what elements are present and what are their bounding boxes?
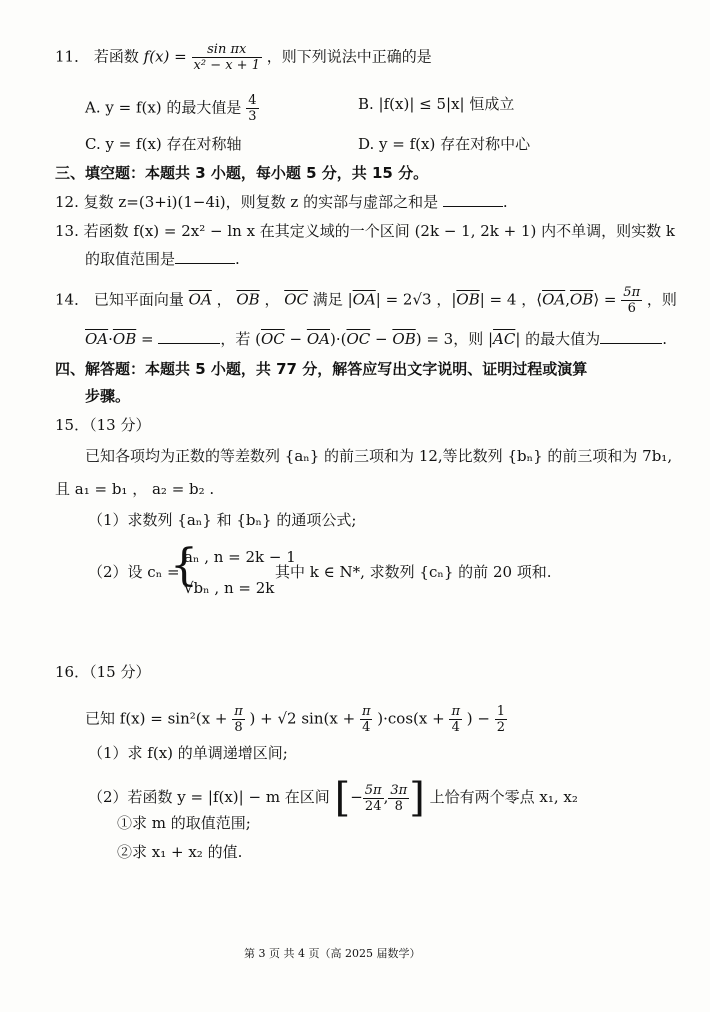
q14-answer-blank-1 bbox=[158, 329, 220, 344]
q14-angle-fraction bbox=[621, 285, 642, 316]
q14-text-2d: ) = 3，则 | bbox=[415, 330, 494, 348]
q15-line2: 且 a₁ = b₁ ， a₂ = b₂ . bbox=[55, 480, 215, 498]
q12-text: 复数 z=(3+i)(1−4i)，则复数 z 的实部与虚部之和是 bbox=[83, 193, 439, 211]
q16-int-a bbox=[363, 783, 384, 814]
section-4-heading-line1: 四、解答题：本题共 5 小题，共 77 分，解答应写出文字说明、证明过程或演算 bbox=[55, 360, 588, 378]
q16-pi-num-3: π bbox=[451, 704, 460, 719]
q13-number: 13. bbox=[55, 222, 79, 240]
section-3-heading: 三、填空题：本题共 3 小题，每小题 5 分，共 15 分。 bbox=[55, 164, 429, 182]
q16-one-num: 1 bbox=[496, 704, 506, 719]
vector-ob-2: $\overline{OB}$ bbox=[392, 330, 416, 348]
q11-number: 11． bbox=[55, 47, 90, 66]
q15-part2-pre: （2）设 cₙ = bbox=[88, 563, 180, 581]
q14-text-2b: ，若 ( bbox=[220, 330, 261, 348]
q16-int-a-sign: − bbox=[350, 788, 363, 806]
vector-oa-dot: $\overline{OA}$ bbox=[85, 330, 109, 348]
q12-answer-blank bbox=[443, 192, 503, 207]
q15-part2-post: 其中 k ∈ N*, 求数列 {cₙ} 的前 20 项和. bbox=[275, 563, 552, 581]
q14-dot: · bbox=[108, 330, 113, 348]
q14-text-2e: | 的最大值为 bbox=[515, 330, 601, 348]
q12-number: 12. bbox=[55, 193, 79, 211]
vector-ac: $\overline{AC}$ bbox=[493, 330, 516, 348]
q13-text2: 的取值范围是 bbox=[85, 250, 176, 268]
q15-case-1: aₙ , n = 2k − 1 bbox=[184, 548, 296, 566]
vector-oa-2: $\overline{OA}$ bbox=[306, 330, 331, 348]
q16-int-b-den: 8 bbox=[394, 798, 403, 814]
q14-text-d: | = 4 ，⟨ bbox=[479, 290, 543, 309]
q16-frac-half bbox=[495, 704, 507, 735]
q11-option-b: B. |f(x)| ≤ 5|x| 恒成立 bbox=[358, 95, 515, 113]
q11-option-a bbox=[85, 93, 259, 124]
vector-ob-dot: $\overline{OB}$ bbox=[112, 330, 137, 348]
vector-oc: $\overline{OC}$ bbox=[284, 290, 309, 309]
q11 bbox=[55, 42, 432, 73]
vector-ob-angle: $\overline{OB}$ bbox=[569, 290, 594, 309]
page-footer: 第 3 页 共 4 页（高 2025 届数学） bbox=[244, 947, 421, 960]
q14-angle-den: 6 bbox=[627, 301, 636, 316]
q11-fx: f(x) = bbox=[143, 47, 187, 66]
q13-text: 若函数 f(x) = 2x² − ln x 在其定义域的一个区间 (2k − 1, 2k + 1) 内不单调，则实数 k bbox=[83, 222, 676, 240]
q16-int-b-num: 3π bbox=[390, 782, 408, 798]
q14-end: . bbox=[662, 330, 667, 348]
q11-option-a-text: A. y = f(x) 的最大值是 bbox=[85, 98, 242, 117]
q16-frac-pi-4-a bbox=[360, 704, 373, 735]
q11-option-d: D. y = f(x) 存在对称中心 bbox=[358, 135, 531, 153]
q12-end: . bbox=[502, 193, 508, 211]
q11-option-a-fraction bbox=[246, 93, 258, 124]
q14-line2: $\overline{OA}\cdot\overline{OB}$ = ，若 $(\overline{OC} - \overline{OA})\cdot(\overline{OC} - \overline{OB}) = 3$，则 $|\overline{AC}|$ 的最大值为 . bbox=[85, 330, 667, 348]
q16-def-mid1: ) + √2 sin(x + bbox=[249, 709, 356, 728]
section-4-heading-line2: 步骤。 bbox=[85, 387, 131, 405]
q11-stem-post: ，则下列说法中正确的是 bbox=[266, 47, 432, 66]
q14-text-a: 已知平面向量 bbox=[93, 290, 184, 309]
vector-oa: $\overline{OA}$ bbox=[188, 290, 212, 309]
q16-frac-pi-8 bbox=[232, 704, 245, 735]
q16-left-bracket: [ bbox=[334, 775, 351, 821]
q16-four-den-2: 4 bbox=[451, 720, 460, 735]
q14-answer-blank-2 bbox=[600, 329, 662, 344]
q13-line2 bbox=[85, 249, 240, 269]
q16-right-bracket: ] bbox=[409, 775, 425, 821]
q11-stem-pre: 若函数 bbox=[93, 47, 139, 66]
q16-def-pre: 已知 f(x) = sin²(x + bbox=[85, 709, 228, 728]
q15-case-2: √bₙ , n = 2k bbox=[184, 579, 275, 597]
q14-text-e: ⟩ = bbox=[593, 290, 617, 309]
q16-int-a-den: 24 bbox=[364, 798, 382, 814]
vector-oa-abs: $\overline{OA}$ bbox=[352, 290, 376, 309]
q16-def-mid3: ) − bbox=[466, 709, 490, 728]
q11-frac-den: x² − x + 1 bbox=[193, 58, 260, 73]
q16-two-den: 2 bbox=[496, 720, 506, 735]
q14-text-b: 满足 | bbox=[312, 290, 353, 309]
q11-option-a-num: 4 bbox=[248, 93, 257, 108]
q16-frac-pi-4-b bbox=[449, 704, 462, 735]
q16-part2: （2）若函数 y = |f(x)| − m 在区间 [− $\frac{5\pi}{24}$ , $\frac{3\pi}{8}$ ] 上恰有两个零点 x₁, x₂ bbox=[88, 775, 578, 821]
q16-def-mid2: )·cos(x + bbox=[377, 709, 445, 728]
q16-sub1: ①求 m 的取值范围; bbox=[117, 814, 251, 832]
vector-ob-abs: $\overline{OB}$ bbox=[456, 290, 480, 309]
q15-part1: （1）求数列 {aₙ} 和 {bₙ} 的通项公式; bbox=[88, 511, 357, 529]
q14-line1: 14． 已知平面向量 $\overline{OA}$ ， $\overline{OB}$ ， $\overline{OC}$ 满足 $|\overline{OA}| = 2√3$ ，$|\overline{OB}| = 4$ ，$⟨\overline{OA},\overline{OB}⟩$ = $\frac{5\pi}{6}$ ，则 bbox=[55, 285, 677, 316]
q16-heading: 16．（15 分） bbox=[55, 663, 151, 681]
q12 bbox=[55, 192, 508, 212]
vector-oa-angle: $\overline{OA}$ bbox=[542, 290, 566, 309]
q11-option-a-den: 3 bbox=[248, 109, 257, 124]
q16-int-a-num: 5π bbox=[364, 782, 382, 798]
q16-eight-den: 8 bbox=[234, 720, 243, 735]
vector-oc-2: $\overline{OC}$ bbox=[260, 330, 285, 348]
q16-pi-num-2: π bbox=[361, 704, 371, 719]
q14-text-f: ，则 bbox=[646, 290, 677, 309]
q15-piecewise-brace: { bbox=[170, 540, 198, 591]
vector-oc-3: $\overline{OC}$ bbox=[346, 330, 371, 348]
q16-part1: （1）求 f(x) 的单调递增区间; bbox=[88, 744, 288, 762]
q13-answer-blank bbox=[175, 249, 235, 264]
q11-option-c: C. y = f(x) 存在对称轴 bbox=[85, 135, 242, 153]
q16-part2-pre: （2）若函数 y = |f(x)| − m 在区间 bbox=[88, 788, 330, 806]
q13-end: . bbox=[235, 250, 240, 268]
q14-text-c: | = 2√3 ，| bbox=[375, 290, 457, 309]
q13-line1 bbox=[55, 221, 675, 241]
q16-int-b bbox=[388, 783, 409, 814]
q11-fraction bbox=[192, 42, 262, 73]
q16-definition bbox=[85, 704, 507, 735]
q16-four-den: 4 bbox=[362, 720, 371, 735]
q16-pi-num: π bbox=[234, 704, 243, 719]
q16-part2-post: 上恰有两个零点 x₁, x₂ bbox=[429, 788, 578, 806]
q15-line1: 已知各项均为正数的等差数列 {aₙ} 的前三项和为 12,等比数列 {bₙ} 的前三项和为 7b₁, bbox=[85, 447, 673, 465]
q14-number: 14． bbox=[55, 290, 90, 309]
q11-frac-num: sin πx bbox=[192, 42, 262, 58]
vector-ob: $\overline{OB}$ bbox=[236, 290, 260, 309]
q14-text-2c: )·( bbox=[330, 330, 347, 348]
q16-sub2: ②求 x₁ + x₂ 的值. bbox=[117, 843, 243, 861]
q15-heading: 15．（13 分） bbox=[55, 416, 151, 434]
q14-angle-num: 5π bbox=[623, 285, 641, 300]
